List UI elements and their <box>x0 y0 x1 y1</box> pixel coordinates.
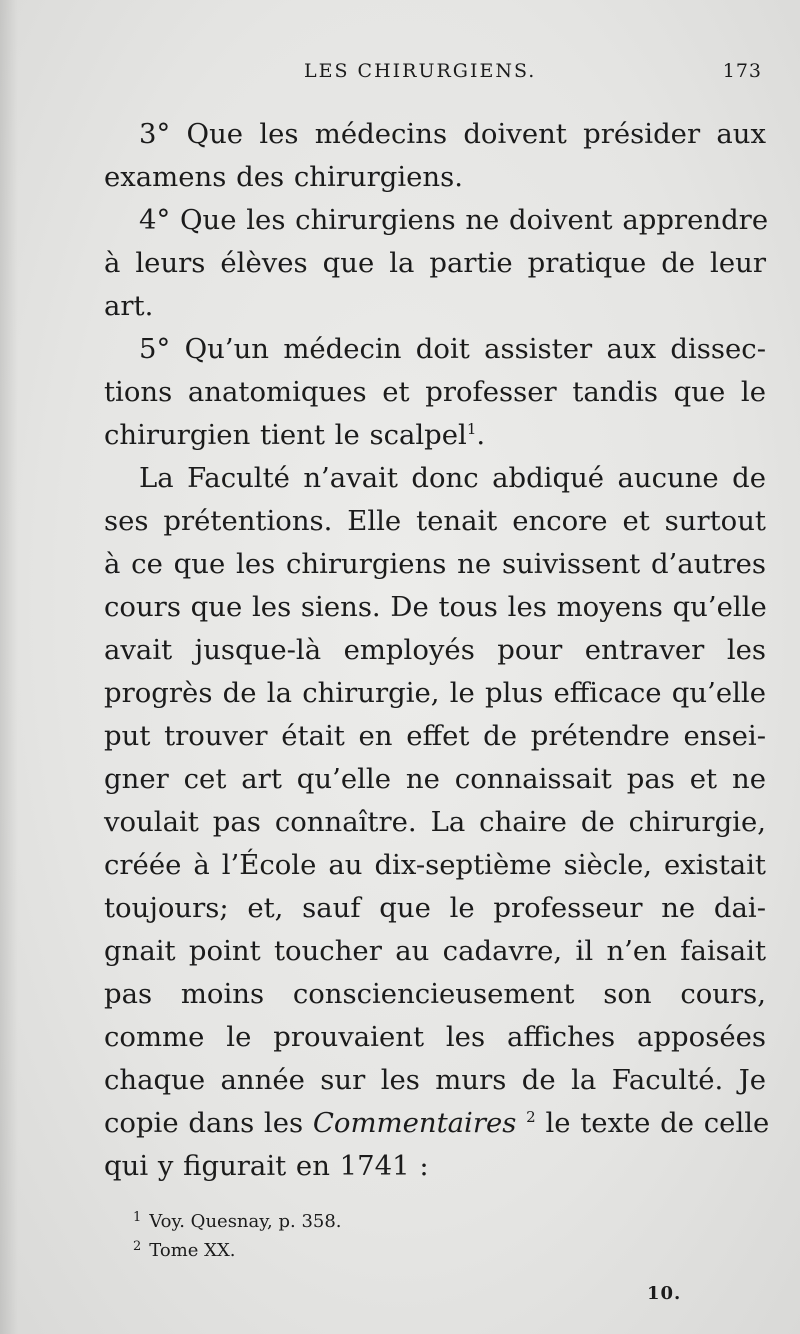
text-line <box>104 758 766 801</box>
text-line <box>104 887 766 930</box>
footnote-text: Tome XX. <box>149 1240 236 1261</box>
text-line <box>104 1059 766 1102</box>
line-text: gner cet art qu’elle ne connaissait pas et ne <box>104 763 766 795</box>
text-line <box>104 629 766 672</box>
line-text: pas moins consciencieusement son cours, <box>104 978 766 1010</box>
page-header <box>104 60 762 90</box>
line-text: avait jusque-là employés pour entraver les <box>104 634 766 666</box>
text-line <box>104 1145 766 1188</box>
line-text: à leurs élèves que la partie pratique de leur <box>104 247 766 279</box>
line-text: examens des chirurgiens. <box>104 161 463 193</box>
page-number: 173 <box>722 60 762 82</box>
footnotes <box>133 1205 342 1263</box>
line-text: 3° Que les médecins doivent présider aux <box>139 118 766 150</box>
text-line <box>104 242 766 285</box>
line-text: progrès de la chirurgie, le plus efficace qu’elle <box>104 677 766 709</box>
text-line <box>104 457 766 500</box>
text-line <box>104 414 766 457</box>
running-title: LES CHIRURGIENS. <box>304 60 537 82</box>
italic-title: Commentaires <box>312 1107 517 1139</box>
body-text <box>104 113 770 1188</box>
text-line <box>104 930 766 973</box>
text-line <box>104 586 766 629</box>
text-line <box>104 715 766 758</box>
line-text: copie dans les <box>104 1107 304 1139</box>
line-text: chaque année sur les murs de la Faculté. Je <box>104 1064 766 1096</box>
text-line <box>104 844 766 887</box>
text-line <box>104 371 766 414</box>
signature-mark: 10. <box>647 1283 682 1304</box>
line-text: qui y figurait en 1741 : <box>104 1150 429 1182</box>
text-line <box>104 543 766 586</box>
footnote <box>133 1205 342 1234</box>
line-text: 4° Que les chirurgiens ne doivent apprendre <box>139 204 769 236</box>
line-text: créée à l’École au dix-septième siècle, existait <box>104 849 766 881</box>
line-text: cours que les siens. De tous les moyens qu’elle <box>104 591 767 623</box>
footnote-ref: 2 <box>526 1108 536 1126</box>
line-text: à ce que les chirurgiens ne suivissent d’autres <box>104 548 766 580</box>
footnote-ref: 1 <box>466 420 477 438</box>
line-text: voulait pas connaître. La chaire de chirurgie, <box>104 806 766 838</box>
line-text: La Faculté n’avait donc abdiqué aucune de <box>139 462 766 494</box>
line-text-after: . <box>476 419 486 451</box>
line-text: comme le prouvaient les affiches apposées <box>104 1021 766 1053</box>
footnote-mark: 1 <box>133 1210 142 1225</box>
line-text: toujours; et, sauf que le professeur ne dai- <box>104 892 766 924</box>
line-text: put trouver était en effet de prétendre ensei- <box>104 720 766 752</box>
text-line <box>104 672 766 715</box>
line-text: gnait point toucher au cadavre, il n’en faisait <box>104 935 766 967</box>
text-line <box>104 199 769 242</box>
line-text: 5° Qu’un médecin doit assister aux dissec- <box>139 333 766 365</box>
footnote-mark: 2 <box>133 1239 142 1254</box>
text-line <box>104 285 766 328</box>
footnote-text: Voy. Quesnay, p. 358. <box>149 1211 342 1232</box>
line-text-after: le texte de celle <box>545 1107 770 1139</box>
footnote <box>133 1234 342 1263</box>
line-text: tions anatomiques et professer tandis que le <box>104 376 766 408</box>
text-line <box>104 801 766 844</box>
line-text: art. <box>104 290 154 322</box>
text-line <box>104 113 766 156</box>
text-line <box>104 500 766 543</box>
line-text: chirurgien tient le scalpel <box>104 419 467 451</box>
text-line <box>104 1016 766 1059</box>
text-line <box>104 328 766 371</box>
text-line <box>104 1102 770 1145</box>
line-text: ses prétentions. Elle tenait encore et surtout <box>104 505 766 537</box>
text-line <box>104 973 766 1016</box>
text-line <box>104 156 766 199</box>
